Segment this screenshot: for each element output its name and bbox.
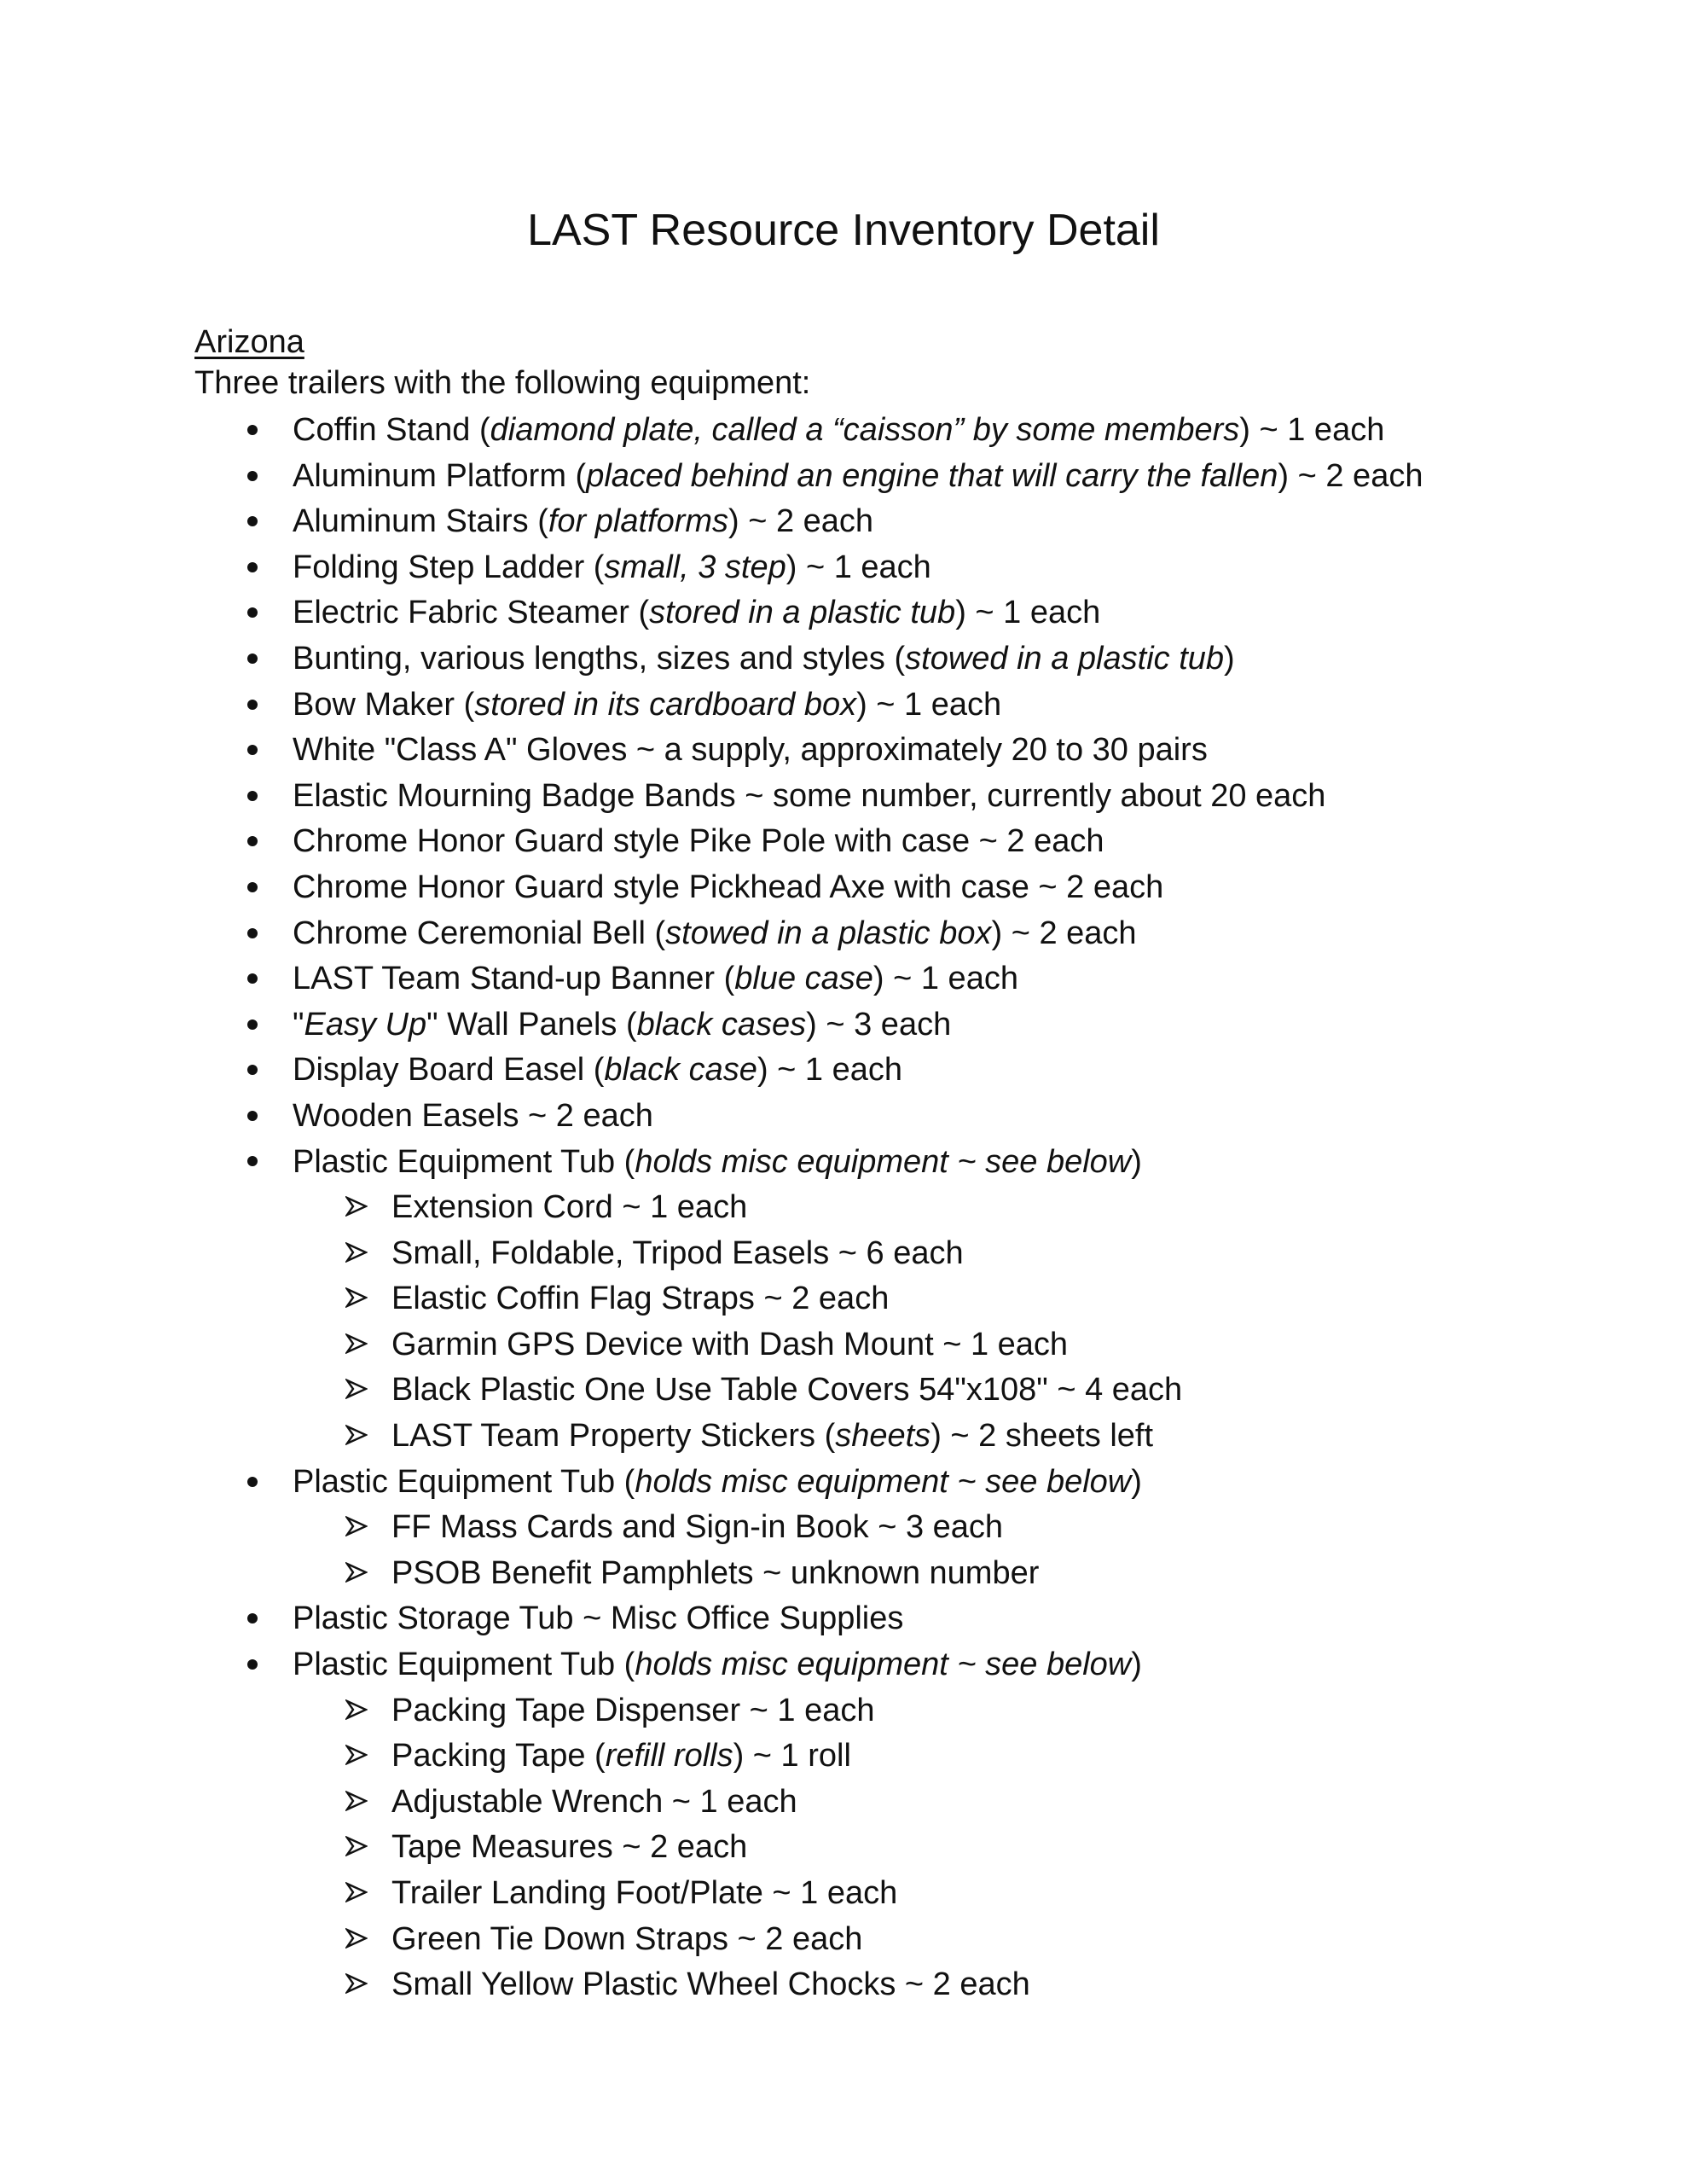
list-item [0, 865, 1687, 911]
text-run: ) ~ 1 each [786, 549, 931, 585]
list-item [0, 1140, 1687, 1186]
inventory-list [0, 408, 1687, 2008]
italic-note: stowed in a plastic box [665, 915, 992, 951]
list-item [0, 1002, 1687, 1048]
bullet-dot-icon [240, 728, 265, 774]
list-item-text [391, 1871, 897, 1917]
section-intro: Three trailers with the following equipment: [194, 365, 811, 401]
list-item-text [293, 1048, 902, 1094]
text-run: FF Mass Cards and Sign-in Book ~ 3 each [391, 1509, 1004, 1546]
text-run: Garmin GPS Device with Dash Mount ~ 1 each [391, 1326, 1069, 1362]
sub-list-item [0, 1917, 1687, 1963]
italic-note: stored in a plastic tub [649, 595, 956, 631]
text-run: ) [1224, 640, 1235, 677]
text-run: Plastic Equipment Tub ( [293, 1463, 635, 1500]
sub-list-item [0, 1231, 1687, 1277]
bullet-dot-icon [240, 682, 265, 729]
list-item-text [293, 408, 1384, 454]
bullet-dot-icon [240, 499, 265, 545]
bullet-dot-icon [240, 590, 265, 636]
text-run: Elastic Mourning Badge Bands ~ some number, currently about 20 each [293, 777, 1326, 814]
list-item-text [391, 1780, 797, 1826]
italic-note: Easy Up [304, 1006, 427, 1043]
list-item [0, 1094, 1687, 1140]
bullet-dot-icon [240, 1002, 265, 1048]
italic-note: stored in its cardboard box [474, 686, 857, 723]
list-item-text [391, 1551, 1039, 1597]
text-run: Aluminum Stairs ( [293, 503, 548, 540]
bullet-dot-icon [240, 911, 265, 957]
bullet-dot-icon [240, 865, 265, 911]
list-item-text [391, 1231, 964, 1277]
list-item-text [391, 1825, 747, 1871]
text-run: Packing Tape Dispenser ~ 1 each [391, 1692, 875, 1728]
list-item-text [391, 1276, 889, 1322]
text-run: Packing Tape ( [391, 1738, 606, 1774]
list-item-text [391, 1322, 1068, 1368]
page-title: LAST Resource Inventory Detail [527, 206, 1160, 255]
italic-note: placed behind an engine that will carry the fallen [586, 457, 1278, 494]
list-item-text [293, 682, 1001, 729]
list-item [0, 545, 1687, 591]
list-item [0, 819, 1687, 865]
text-run: LAST Team Property Stickers ( [391, 1418, 836, 1455]
text-run: ) [1131, 1647, 1142, 1683]
arrowhead-bullet-icon [339, 1551, 374, 1597]
sub-list-item [0, 1414, 1687, 1460]
list-item-text [391, 1368, 1182, 1414]
italic-note: blue case [734, 961, 873, 997]
list-item-text [293, 1596, 903, 1642]
sub-list-item [0, 1322, 1687, 1368]
italic-note: holds misc equipment ~ see below [635, 1143, 1132, 1180]
list-item-text [293, 774, 1325, 820]
text-run: Bow Maker ( [293, 686, 475, 723]
list-item [0, 682, 1687, 729]
sub-list-item [0, 1505, 1687, 1551]
text-run: Tape Measures ~ 2 each [391, 1829, 748, 1866]
italic-note: black cases [636, 1006, 807, 1043]
list-item-text [293, 728, 1208, 774]
arrowhead-bullet-icon [339, 1276, 374, 1322]
arrowhead-bullet-icon [339, 1414, 374, 1460]
italic-note: black case [604, 1052, 757, 1089]
list-item-text [391, 1505, 1003, 1551]
text-run: Display Board Easel ( [293, 1052, 605, 1089]
sub-list-item [0, 1688, 1687, 1734]
arrowhead-bullet-icon [339, 1505, 374, 1551]
list-item-text [293, 819, 1104, 865]
text-run: ) ~ 1 each [1239, 412, 1385, 448]
text-run: ) ~ 1 each [856, 686, 1002, 723]
list-item-text [293, 636, 1235, 682]
arrowhead-bullet-icon [339, 1231, 374, 1277]
text-run: Plastic Storage Tub ~ Misc Office Supplies [293, 1600, 904, 1637]
sub-list-item [0, 1368, 1687, 1414]
list-item-text [293, 1140, 1142, 1186]
sub-list-item [0, 1734, 1687, 1780]
text-run: Small, Foldable, Tripod Easels ~ 6 each [391, 1234, 964, 1271]
text-run: Folding Step Ladder ( [293, 549, 605, 585]
list-item [0, 1048, 1687, 1094]
text-run: Extension Cord ~ 1 each [391, 1189, 748, 1226]
arrowhead-bullet-icon [339, 1780, 374, 1826]
list-item [0, 956, 1687, 1002]
arrowhead-bullet-icon [339, 1368, 374, 1414]
arrowhead-bullet-icon [339, 1185, 374, 1231]
text-run: ) ~ 1 each [872, 961, 1018, 997]
list-item [0, 1596, 1687, 1642]
text-run: Chrome Ceremonial Bell ( [293, 915, 666, 951]
list-item-text [391, 1917, 862, 1963]
list-item-text [293, 1002, 951, 1048]
arrowhead-bullet-icon [339, 1688, 374, 1734]
sub-list-item [0, 1185, 1687, 1231]
list-item [0, 911, 1687, 957]
text-run: Bunting, various lengths, sizes and styles ( [293, 640, 906, 677]
arrowhead-bullet-icon [339, 1825, 374, 1871]
bullet-dot-icon [240, 1140, 265, 1186]
list-item-text [293, 454, 1423, 500]
list-item [0, 774, 1687, 820]
text-run: ) ~ 2 each [728, 503, 874, 540]
sub-list-item [0, 1825, 1687, 1871]
bullet-dot-icon [240, 819, 265, 865]
text-run: Elastic Coffin Flag Straps ~ 2 each [391, 1281, 890, 1317]
list-item-text [293, 1642, 1142, 1688]
italic-note: holds misc equipment ~ see below [635, 1463, 1132, 1500]
text-run: Plastic Equipment Tub ( [293, 1143, 635, 1180]
list-item [0, 728, 1687, 774]
list-item [0, 590, 1687, 636]
list-item-text [293, 956, 1018, 1002]
text-run: " Wall Panels ( [426, 1006, 637, 1043]
text-run: ) ~ 2 each [1278, 457, 1423, 494]
bullet-dot-icon [240, 636, 265, 682]
italic-note: stowed in a plastic tub [905, 640, 1225, 677]
text-run: Chrome Honor Guard style Pickhead Axe with case ~ 2 each [293, 868, 1164, 905]
list-item-text [391, 1414, 1153, 1460]
text-run: ) ~ 2 sheets left [930, 1418, 1154, 1455]
text-run: Trailer Landing Foot/Plate ~ 1 each [391, 1875, 898, 1911]
text-run: Small Yellow Plastic Wheel Chocks ~ 2 each [391, 1966, 1030, 2003]
text-run: LAST Team Stand-up Banner ( [293, 961, 735, 997]
bullet-dot-icon [240, 1460, 265, 1506]
list-item [0, 1460, 1687, 1506]
section-heading-arizona: Arizona [194, 324, 304, 360]
italic-note: holds misc equipment ~ see below [635, 1647, 1132, 1683]
bullet-dot-icon [240, 1596, 265, 1642]
text-run: ) [1131, 1463, 1142, 1500]
list-item-text [293, 499, 873, 545]
sub-list-item [0, 1551, 1687, 1597]
italic-note: diamond plate, called a “caisson” by some members [490, 412, 1240, 448]
list-item-text [391, 1962, 1030, 2008]
text-run: Aluminum Platform ( [293, 457, 587, 494]
list-item-text [293, 865, 1163, 911]
text-run: ) ~ 1 each [757, 1052, 902, 1089]
bullet-dot-icon [240, 454, 265, 500]
text-run: Coffin Stand ( [293, 412, 490, 448]
italic-note: for platforms [548, 503, 729, 540]
list-item-text [293, 911, 1137, 957]
italic-note: small, 3 step [604, 549, 786, 585]
arrowhead-bullet-icon [339, 1917, 374, 1963]
italic-note: refill rolls [605, 1738, 733, 1774]
text-run: ) ~ 2 each [991, 915, 1137, 951]
text-run: White "Class A" Gloves ~ a supply, approximately 20 to 30 pairs [293, 732, 1208, 769]
sub-list-item [0, 1780, 1687, 1826]
list-item [0, 499, 1687, 545]
text-run: ) ~ 3 each [806, 1006, 952, 1043]
list-item-text [293, 545, 931, 591]
arrowhead-bullet-icon [339, 1734, 374, 1780]
bullet-dot-icon [240, 774, 265, 820]
list-item [0, 1642, 1687, 1688]
list-item-text [293, 590, 1100, 636]
list-item [0, 408, 1687, 454]
text-run: Plastic Equipment Tub ( [293, 1647, 635, 1683]
list-item [0, 454, 1687, 500]
sub-list-item [0, 1962, 1687, 2008]
text-run: ) ~ 1 roll [733, 1738, 851, 1774]
bullet-dot-icon [240, 1642, 265, 1688]
arrowhead-bullet-icon [339, 1962, 374, 2008]
text-run: Electric Fabric Steamer ( [293, 595, 650, 631]
text-run: Chrome Honor Guard style Pike Pole with case ~ 2 each [293, 823, 1104, 860]
text-run: ) ~ 1 each [955, 595, 1101, 631]
list-item-text [391, 1688, 875, 1734]
sub-list-item [0, 1871, 1687, 1917]
list-item-text [293, 1460, 1142, 1506]
bullet-dot-icon [240, 545, 265, 591]
text-run: Adjustable Wrench ~ 1 each [391, 1783, 797, 1820]
bullet-dot-icon [240, 1048, 265, 1094]
text-run: " [293, 1006, 304, 1043]
text-run: Black Plastic One Use Table Covers 54"x108" ~ 4 each [391, 1372, 1183, 1409]
arrowhead-bullet-icon [339, 1871, 374, 1917]
italic-note: sheets [835, 1418, 931, 1455]
text-run: PSOB Benefit Pamphlets ~ unknown number [391, 1554, 1040, 1591]
text-run: Green Tie Down Straps ~ 2 each [391, 1920, 863, 1957]
bullet-dot-icon [240, 956, 265, 1002]
sub-list-item [0, 1276, 1687, 1322]
bullet-dot-icon [240, 408, 265, 454]
list-item [0, 636, 1687, 682]
list-item-text [293, 1094, 653, 1140]
arrowhead-bullet-icon [339, 1322, 374, 1368]
text-run: Wooden Easels ~ 2 each [293, 1097, 653, 1134]
text-run: ) [1131, 1143, 1142, 1180]
bullet-dot-icon [240, 1094, 265, 1140]
list-item-text [391, 1734, 851, 1780]
list-item-text [391, 1185, 747, 1231]
